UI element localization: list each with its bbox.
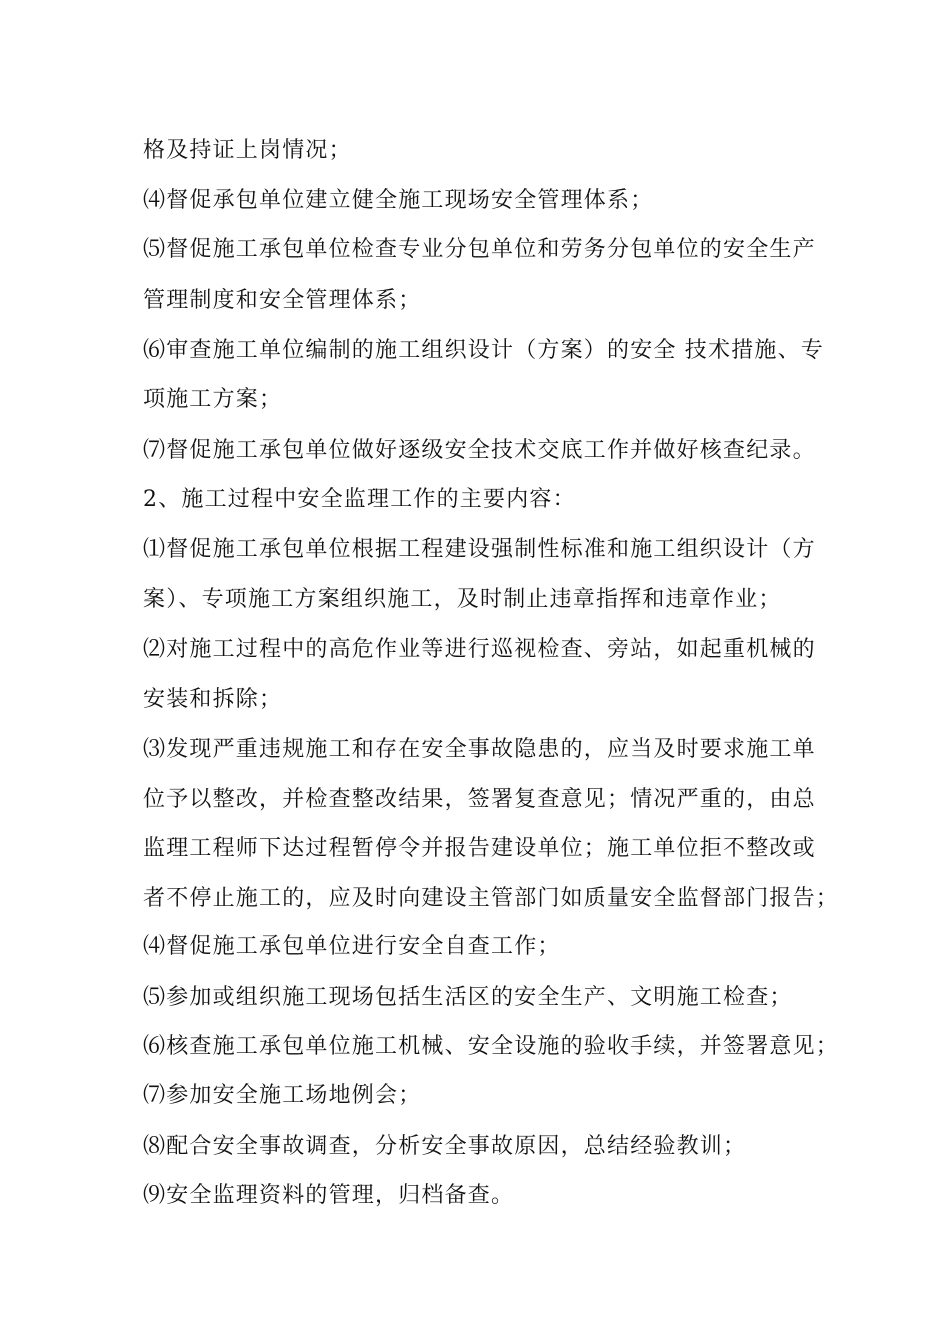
text-line: 位予以整改，并检查整改结果，签署复查意见；情况严重的，由总 — [143, 787, 816, 812]
text-line: ⑷督促施工承包单位进行安全自查工作； — [143, 934, 561, 959]
text-line: ⑶发现严重违规施工和存在安全事故隐患的，应当及时要求施工单 — [143, 737, 816, 762]
text-line: ⑴督促施工承包单位根据工程建设强制性标准和施工组织设计（方 — [143, 537, 816, 562]
text-line: 项施工方案； — [143, 387, 283, 412]
text-line: 案）、专项施工方案组织施工，及时制止违章指挥和违章作业； — [143, 587, 782, 612]
text-line: ⑸督促施工承包单位检查专业分包单位和劳务分包单位的安全生产 — [143, 237, 816, 262]
section-heading: 2、施工过程中安全监理工作的主要内容： — [143, 487, 576, 512]
text-line: 安装和拆除； — [143, 687, 283, 712]
text-line: ⑺参加安全施工场地例会； — [143, 1083, 422, 1108]
text-line: ⑺督促施工承包单位做好逐级安全技术交底工作并做好核查纪录。 — [143, 438, 816, 463]
text-line: ⑸参加或组织施工现场包括生活区的安全生产、文明施工检查； — [143, 985, 793, 1010]
text-line: 监理工程师下达过程暂停令并报告建设单位；施工单位拒不整改或 — [143, 836, 816, 861]
text-line: ⑷督促承包单位建立健全施工现场安全管理体系； — [143, 188, 654, 213]
text-line: ⑼安全监理资料的管理，归档备查。 — [143, 1183, 515, 1208]
text-line: ⑵对施工过程中的高危作业等进行巡视检查、旁站，如起重机械的 — [143, 637, 816, 662]
text-line: 管理制度和安全管理体系； — [143, 288, 422, 313]
text-line: ⑹核查施工承包单位施工机械、安全设施的验收手续，并签署意见； — [143, 1034, 840, 1059]
text-line: 者不停止施工的，应及时向建设主管部门如质量安全监督部门报告； — [143, 886, 840, 911]
text-line: ⑹审查施工单位编制的施工组织设计（方案）的安全 技术措施、专 — [143, 338, 824, 363]
text-line: ⑻配合安全事故调查，分析安全事故原因，总结经验教训； — [143, 1134, 747, 1159]
text-line: 格及持证上岗情况； — [143, 138, 352, 163]
